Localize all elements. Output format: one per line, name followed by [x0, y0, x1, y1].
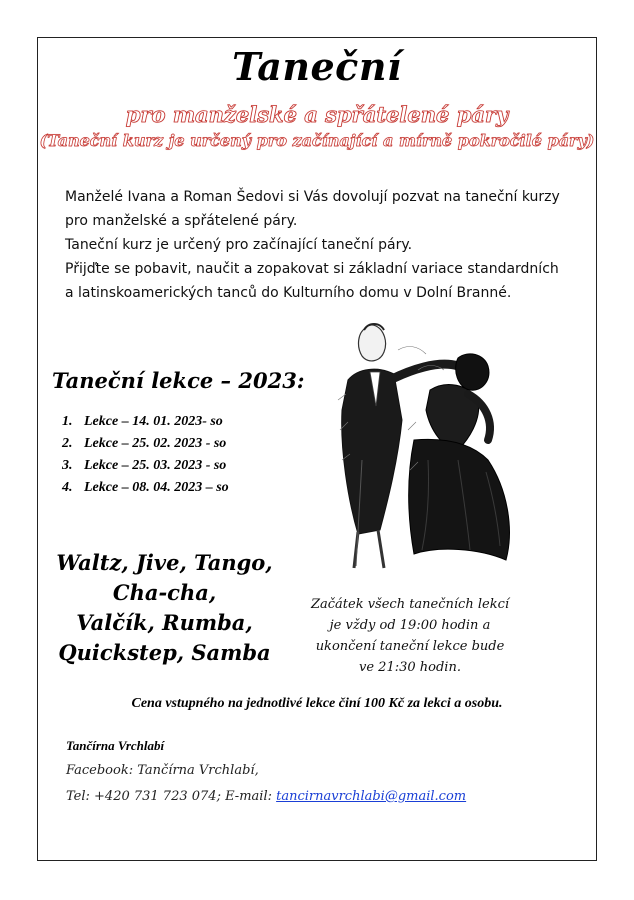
lessons-list [62, 411, 229, 499]
list-number: 2. [62, 436, 73, 451]
woman-figure [409, 354, 510, 560]
start-line: je vždy od 19:00 hodin a [329, 618, 491, 633]
intro-line: a latinskoamerických tanců do Kulturního domu v Dolní Branné. [65, 285, 512, 301]
dance-line: Waltz, Jive, Tango, [56, 550, 273, 575]
dance-list [52, 548, 277, 668]
page-title: Taneční [232, 44, 402, 89]
start-line: ve 21:30 hodin. [359, 660, 461, 675]
list-text: Lekce – 25. 03. 2023 - so [84, 458, 227, 473]
list-item [62, 477, 229, 499]
dancing-couple-image [318, 310, 518, 572]
price-note: Cena vstupného na jednotlivé lekce činí 100 Kč za lekci a osobu. [131, 696, 503, 711]
list-item [62, 411, 229, 433]
list-number: 3. [62, 458, 73, 473]
organizer-name: Tančírna Vrchlabí [66, 738, 165, 753]
page-subtitle-note: (Taneční kurz je určený pro začínající a mírně pokročilé páry) [39, 131, 595, 150]
start-line: Začátek všech tanečních lekcí [310, 597, 510, 612]
list-text: Lekce – 14. 01. 2023- so [84, 414, 223, 429]
list-item [62, 433, 229, 455]
phone-text: Tel: +420 731 723 074; E-mail: [66, 789, 277, 804]
list-number: 4. [62, 480, 73, 495]
start-time-note [300, 594, 520, 678]
start-line: ukončení taneční lekce bude [315, 639, 505, 654]
intro-line: Přijďte se pobavit, naučit a zopakovat si základní variace standardních [65, 261, 559, 277]
list-number: 1. [62, 414, 73, 429]
list-text: Lekce – 25. 02. 2023 - so [84, 436, 227, 451]
intro-line: pro manželské a spřátelené páry. [65, 213, 298, 229]
lessons-heading: Taneční lekce – 2023: [52, 368, 305, 393]
dance-line: Cha-cha, [112, 580, 217, 605]
intro-line: Manželé Ivana a Roman Šedovi si Vás dovolují pozvat na taneční kurzy [65, 189, 560, 205]
intro-line: Taneční kurz je určený pro začínající taneční páry. [65, 237, 413, 253]
dance-line: Valčík, Rumba, [76, 610, 253, 635]
intro-text [65, 185, 585, 305]
contact-line [66, 789, 466, 804]
page-subtitle: pro manželské a spřátelené páry [125, 102, 509, 127]
email-link[interactable]: tancirnavrchlabi@gmail.com [276, 789, 467, 804]
list-text: Lekce – 08. 04. 2023 – so [84, 480, 229, 495]
facebook-info: Facebook: Tančírna Vrchlabí, [66, 763, 259, 778]
list-item [62, 455, 229, 477]
dance-line: Quickstep, Samba [58, 640, 271, 665]
